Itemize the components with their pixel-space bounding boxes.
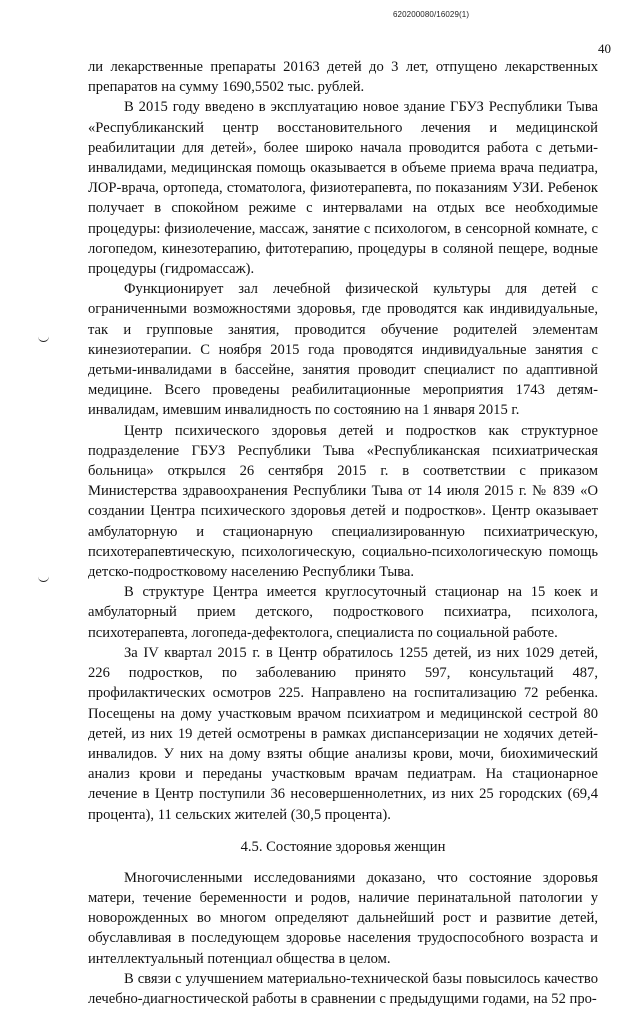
paragraph: ли лекарственные препараты 20163 детей до 3 лет, отпущено лекарственных препаратов на сумму 1690,5502 тыс. рублей.: [88, 59, 598, 96]
margin-pen-mark: [38, 576, 49, 582]
document-body: [88, 57, 598, 1009]
page-number: 40: [598, 41, 611, 56]
paragraph: Функционирует зал лечебной физической культуры для детей с ограниченными возможностями здоровья, где проводятся как индивидуальные, так и групповые занятия, проводится обучение родителей элементам кинезиотерапии. С ноября 2015 года проводятся индивидуальные занятия с детьми-инвалидами в бассейне, занятия проводит специалист по адаптивной медицине. Всего проведены реабилитационные мероприятия 1743 детям-инвалидам, имевшим инвалидность по состоянию на 1 января 2015 г.: [88, 281, 598, 419]
document-id: 620200080/16029(1): [393, 10, 470, 19]
paragraph: Центр психического здоровья детей и подростков как структурное подразделение ГБУЗ Республики Тыва «Республиканская психиатрическая больница» открылся 26 сентября 2015 г. в соответствии с приказом Министерства здравоохранения Республики Тыва от 14 июля 2015 г. № 839 «О создании Центра психического здоровья детей и подростков». Центр оказывает амбулаторную и стационарную специализированную психиатрическую, психотерапевтическую, психологическую, социально-психологическую помощь детско-подростковому населению Республики Тыва.: [88, 422, 598, 581]
section-heading: 4.5. Состояние здоровья женщин: [240, 838, 446, 855]
margin-pen-mark: [38, 336, 49, 342]
paragraph: В 2015 году введено в эксплуатацию новое здание ГБУЗ Республики Тыва «Республиканский центр восстановительного лечения и медицинской реабилитации для детей», более широко начала проводится работа с детьми-инвалидами, медицинская помощь оказывается в объеме приема врача педиатра, ЛОР-врача, ортопеда, стоматолога, физиотерапевта, по показаниям УЗИ. Ребенок получает в спокойном режиме с интервалами на отдых все необходимые процедуры: физиолечение, массаж, занятие с психологом, в сенсорной комнате, с логопедом, кинезотерапию, фитотерапию, процедуры в соляной пещере, водные процедуры (гидромассаж).: [88, 99, 598, 278]
paragraph: За IV квартал 2015 г. в Центр обратилось 1255 детей, из них 1029 детей, 226 подростков, по заболеванию принято 597, консультаций 487, профилактических осмотров 225. Направлено на госпитализацию 72 ребенка. Посещены на дому участковым врачом психиатром и медицинской сестрой 80 детей, из них 19 детей осмотрены в рамках диспансеризации не ходячих детей- инвалидов. У них на дому взяты общие анализы крови, мочи, биохимический анализ крови и переданы участковым врачам педиатрам. На стационарное лечение в Центр поступили 36 несовершеннолетних, из них 25 городских (69,4 процента), 11 сельских жителей (30,5 процента).: [88, 644, 598, 823]
paragraph: Многочисленными исследованиями доказано, что состояние здоровья матери, течение беременности и родов, наличие перинатальной патологии у новорожденных во многом определяют дальнейший рост и развитие детей, обуславливая в последующем здоровье населения трудоспособного возраста и интеллектуальный потенциал общества в целом.: [88, 869, 598, 967]
paragraph: В структуре Центра имеется круглосуточный стационар на 15 коек и амбулаторный прием детского, подросткового психиатра, психолога, психотерапевта, логопеда-дефектолога, специалиста по социальной работе.: [88, 584, 598, 641]
paragraph: В связи с улучшением материально-технической базы повысилось качество лечебно-диагностической работы в сравнении с предыдущими годами, на 52 про-: [88, 970, 598, 1007]
